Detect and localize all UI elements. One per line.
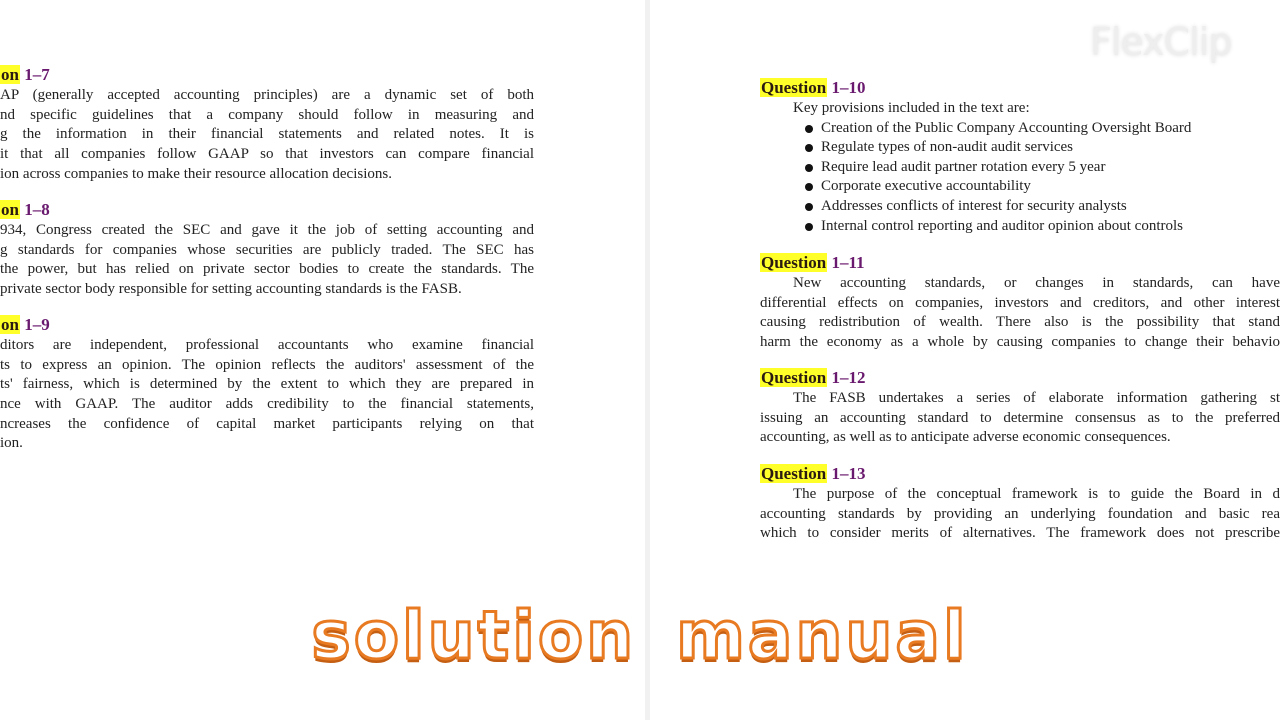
bullet-item: Corporate executive accountability <box>760 177 1280 197</box>
text-line: nd specific guidelines that a company should follow in measuring and <box>0 106 534 123</box>
text-line: private sector body responsible for setting accounting standards is the FASB. <box>0 281 462 298</box>
text-line: ditors are independent, professional accountants who examine financial <box>0 337 534 353</box>
text-line: differential effects on companies, investors and creditors, and other interest <box>760 294 1280 311</box>
question-heading: on 1–9 <box>1 315 50 334</box>
answer-1-11 <box>760 252 1280 353</box>
question-heading: Question 1–12 <box>761 368 866 387</box>
bullet-item: Require lead audit partner rotation every 5 year <box>760 158 1280 178</box>
text-line: harm the economy as a whole by causing companies to change their behavio <box>760 334 1280 351</box>
text-line: Key provisions included in the text are: <box>793 100 1030 116</box>
text-line: ts' fairness, which is determined by the extent to which they are prepared in <box>0 376 534 393</box>
text-line: g the information in their financial statements and related notes. It is <box>0 126 534 143</box>
text-line: ion. <box>0 435 23 452</box>
text-line: g standards for companies whose securities are publicly traded. The SEC has <box>0 241 534 258</box>
text-line: it that all companies follow GAAP so that investors can compare financial <box>0 146 534 163</box>
text-line: the power, but has relied on private sector bodies to create the standards. The <box>0 261 534 278</box>
text-line: nce with GAAP. The auditor adds credibility to the financial statements, <box>0 396 534 413</box>
bullet-item: Regulate types of non-audit audit services <box>760 138 1280 158</box>
answer-1-9 <box>0 314 534 454</box>
bullet-item: Creation of the Public Company Accounting Oversight Board <box>760 119 1280 139</box>
video-caption: solution manual <box>311 597 969 674</box>
text-line: AP (generally accepted accounting principles) are a dynamic set of both <box>0 87 534 103</box>
question-heading: Question 1–13 <box>761 464 866 483</box>
question-heading: Question 1–10 <box>761 78 866 97</box>
text-line: issuing an accounting standard to determine consensus as to the preferred <box>760 409 1280 426</box>
text-line: 934, Congress created the SEC and gave it the job of setting accounting and <box>0 222 534 238</box>
text-line: accounting standards by providing an underlying foundation and basic rea <box>760 505 1280 522</box>
text-line: accounting, as well as to anticipate adverse economic consequences. <box>760 429 1171 446</box>
text-line: ts to express an opinion. The opinion reflects the auditors' assessment of the <box>0 356 534 373</box>
text-line: The FASB undertakes a series of elaborate information gathering st <box>793 390 1280 406</box>
bullet-item: Internal control reporting and auditor opinion about controls <box>760 217 1280 237</box>
question-heading: Question 1–11 <box>761 253 865 272</box>
text-line: New accounting standards, or changes in standards, can have <box>793 275 1280 291</box>
question-heading: on 1–7 <box>1 65 50 84</box>
answer-1-10 <box>760 77 1280 236</box>
answer-1-7 <box>0 64 534 184</box>
text-line: The purpose of the conceptual framework is to guide the Board in d <box>793 486 1280 502</box>
flexclip-watermark: FlexClip <box>1090 20 1232 64</box>
question-heading: on 1–8 <box>1 200 50 219</box>
answer-1-12 <box>760 367 1280 448</box>
answer-1-8 <box>0 199 534 300</box>
text-line: causing redistribution of wealth. There also is the possibility that stand <box>760 314 1280 331</box>
text-line: which to consider merits of alternatives. The framework does not prescribe <box>760 525 1280 542</box>
text-line: ncreases the confidence of capital market participants relying on that <box>0 415 534 432</box>
text-line: ion across companies to make their resource allocation decisions. <box>0 165 392 182</box>
answer-1-13 <box>760 463 1280 544</box>
bullet-item: Addresses conflicts of interest for security analysts <box>760 197 1280 217</box>
